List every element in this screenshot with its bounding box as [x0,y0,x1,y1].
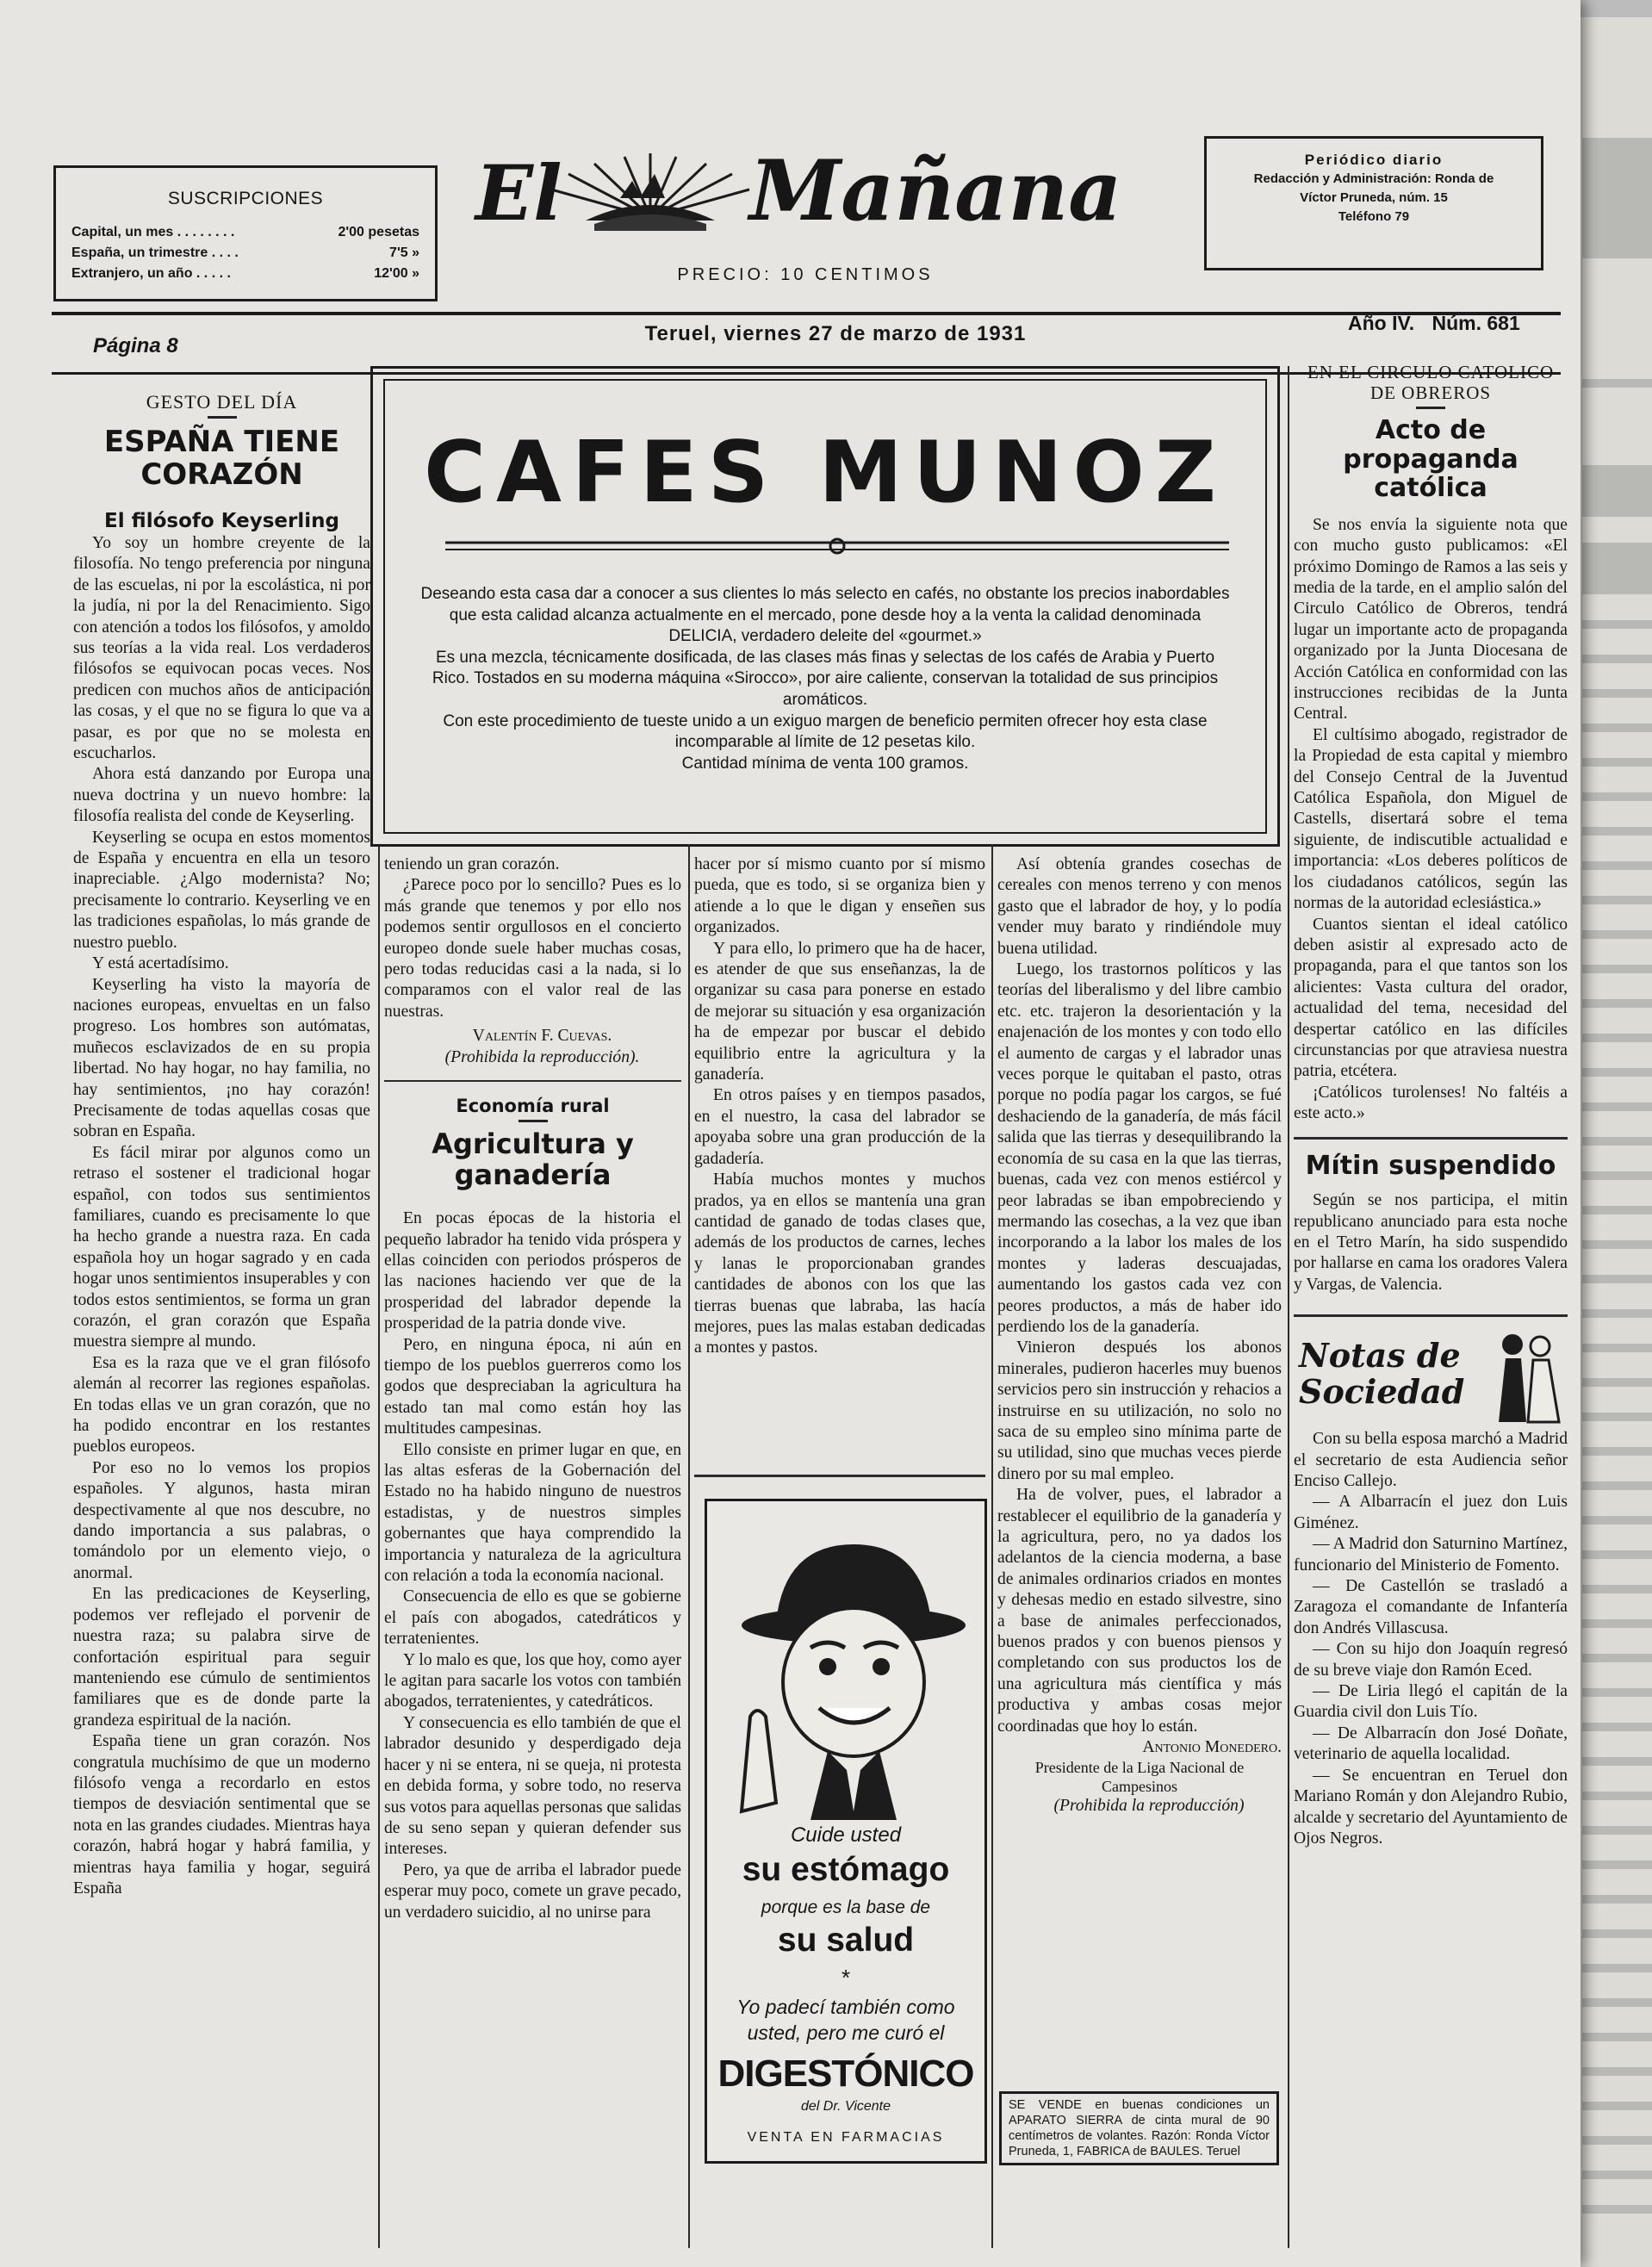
adjacent-page-edge [1574,17,1652,2267]
paragraph: Consecuencia de ello es que se gobierne el país con abogados, catedráticos y terratenientes. [384,1587,681,1649]
paragraph: Con su bella esposa marchó a Madrid el secretario de esta Audiencia señor Enciso Callejo. [1294,1430,1568,1490]
society-section-header [1294,1327,1568,1429]
man-with-hat-illustration-icon [724,1519,966,1820]
paragraph: Cuantos sientan el ideal católico deben asistir al expresado acto de propaganda, para el que tantos son los alicientes: Vasta cultura del orador, actualidad del tema, necesidad del despertar católico en las difíciles circunstancias por que atraviesa nuestra patria, etcétera. [1294,915,1568,1081]
digestonico-ad [705,1499,987,2164]
ad-maker: del Dr. Vicente [800,2099,891,2114]
publication-info-box [1204,136,1543,270]
paragraph: Según se nos participa, el mitin republicano anunciado para esta noche en el Tetro Marín, ha sido suspendido por hallarse en cama los oradores Valera y Vargas, de Valencia. [1294,1191,1568,1294]
subscriptions-title: SUSCRIPCIONES [167,189,324,208]
paragraph: Pero, ya que de arriba el labrador puede esperar muy poco, comete un grave pecado, un verdadero suicidio, al no unirse para [384,1860,681,1922]
subscriptions-box [53,165,438,301]
masthead-manana: Mañana [749,142,1122,239]
couple-illustration-icon [1487,1327,1564,1425]
date-line: Teruel, viernes 27 de marzo de 1931 [644,322,1027,345]
classified-ad: SE VENDE en buenas condiciones un APARATO SIERRA de cinta mural de 90 centímetros de volantes. Razón: Ronda Víctor Pruneda, 1, FABRICA de BAULES. Teruel [999,2091,1279,2165]
ad-line: su salud [777,1922,915,1959]
paragraph: Yo soy un hombre creyente de la filosofía. No tengo preferencia por ninguna de las escuelas, ni por la escolástica, ni por la judía, ni por la del Renacimiento. Sigo con atención a todos los filósofos, y amoldo sus teorías a la vida real. Los verdaderos filósofos se equivocan pocas veces. Nos predicen con muchos años de anticipación las cosas, y el que no se figura lo que va a pasar, es por que no se molesta en escucharlos. [73,533,371,763]
ad-brand: CAFES MUNOZ [424,424,1227,522]
issue-num: Núm. 681 [1432,312,1520,334]
page-number: Página 8 [93,334,178,357]
info-line: Víctor Pruneda, núm. 15 [1300,190,1448,205]
paragraph: Keyserling ha visto la mayoría de naciones europeas, envueltas en un falso progreso. Los hombres son autómatas, muñecos esclavizados de en su propia libertad. No hay hogar, no hay familia, no hay sentimientos, ¡no hay corazón! Precisamente de todas aquellas cosas que sobran en España. [73,975,370,1141]
paragraph: Por eso no lo vemos los propios españoles. Y algunos, hasta miran despectivamente al que nos descubre, no dando importancia a sus palabras, o tomándolo por un elemento viejo, o anormal. [73,1458,370,1582]
divider [208,416,237,419]
ad-line: Yo padecí también como usted, pero me curó el [736,1996,955,2044]
column-3-article [694,854,985,1359]
reproduction-note: (Prohibida la reproducción). [444,1047,640,1066]
paragraph: Esa es la raza que ve el gran filósofo alemán al recorrer las regiones españolas. En todas ellas ve un gran corazón, que no ha podido encontrar en los restantes pueblos europeos. [73,1353,370,1456]
column-rule [378,844,380,2248]
subscription-price: 2'00 pesetas [338,225,419,239]
article-signature: Antonio Monedero. [1142,1738,1282,1757]
subscription-price: 7'5 » [389,245,419,260]
paragraph: teniendo un gran corazón. [384,855,560,873]
paragraph: Había muchos montes y muchos prados, ya en ellos se mantenía una gran cantidad de ganado de todas clases que, además de los productos de carnes, leches y lanas le proporcionaban grandes cantidades de abonos con los que las tierras buenas que labraba, las hacía mejores, pues las malas estaban dedicadas a montes y pastos. [694,1171,985,1357]
paragraph: Así obtenía grandes cosechas de cereales con menos terreno y con menos gasto que el labrador de hoy, y lo podía vender muy barato y rindiéndole muy buena utilidad. [997,855,1282,958]
section-rule [384,1080,681,1082]
paragraph: ¡Católicos turolenses! No faltéis a este acto.» [1294,1083,1568,1123]
paragraph: Luego, los trastornos políticos y las teorías del liberalismo y del libre cambio etc. etc. trajeron la desorientación y la enajenación de los montes y con todo ello el aumento de cargas y el labrador unas veces porque le quitaban el pasto, otras porque no podía pagar los cargos, se fué deshaciendo de la ganadería, de más fácil salida que las tierras y desequilibrando la economía de su casa en la que las tierras, buenas, cada vez con menos estiércol y peor labradas se iban empobreciendo y mermando las cosechas, a la vez que iban incorporando a la labor los males de los montes y laderas descuajadas, aumentando los gastos cada vez con peores productos, a más de haber ido perdiendo los de la ganadería. [997,960,1282,1336]
section-rule [1294,1137,1568,1140]
article-kicker: EN EL CIRCULO CATOLICO DE OBREROS [1307,362,1555,403]
paragraph: Se nos envía la siguiente nota que con mucho gusto publicamos: «El próximo Domingo de Ramos a las seis y media de la tarde, en el amplio salón del Circulo Católico de Obreros, tendrá lugar un importante acto de propaganda organizado por la Junta Diocesana de Acción Católica en conformidad con las instrucciones recibidas de la Junta Central. [1294,515,1568,724]
subscription-label: Extranjero, un año . . . . . [71,266,231,281]
column-rule [688,844,690,2248]
column-1-article [73,392,370,1899]
ad-paragraph: Deseando esta casa dar a conocer a sus clientes lo más selecto en cafés, no obstante los precios inabordables que esta calidad alcanza actualmente en el mercado, pone desde hoy a la venta la calidad denominada DELICIA, verdadero deleite del «gourmet.» [420,585,1230,646]
paragraph: España tiene un gran corazón. Nos congratula muchísimo de que un moderno filósofo venga a recordarlo en estos tiempos de desviación sentimental que se nota en las grandes ciudades. Mientras haya corazón, habrá hogar y habrá familia, y mientras haya familia y hogar, seguirá España [73,1732,370,1897]
ad-inner-frame [383,379,1267,834]
subscription-label: España, un trimestre . . . . [71,245,239,260]
reproduction-note: (Prohibida la reproducción) [1053,1797,1245,1816]
paragraph: — Se encuentran en Teruel don Mariano Román y don Alejandro Rubio, alcalde y secretario del Ayuntamiento de Ojos Negros. [1294,1766,1568,1848]
paragraph: ¿Parece poco por lo sencillo? Pues es lo más grande que tenemos y por ello nos podemos sentir orgullosos en el concierto europeo donde suele haber muchas cosas, pero todas reducidas casi a la nada, si lo comparamos con el valor real de las nuestras. [384,876,681,1021]
column-4-article [997,854,1282,1817]
ad-footer: VENTA EN FARMACIAS [747,2130,945,2145]
ad-star: * [841,1965,851,1991]
paragraph: Ha de volver, pues, el labrador a restablecer el equilibrio de la ganadería y la agricultura, pero, no ya dados los adelantos de la ciencia moderna, a base de animales ordinarios criados en montes y dehesas medio en estado silvestre, sino a base de animales perfeccionados, buenos prados y con buenos piensos y completando con sus productos los de una agricultura más científica y más productiva y ambas cosas mejor coordinadas que hoy lo están. [997,1486,1282,1736]
ornament-rule-icon [445,534,1229,560]
issue-year: Año IV. [1348,312,1415,334]
paragraph: Y para ello, lo primero que ha de hacer, es atender de que sus enseñanzas, la de organizar su casa para ponerse en estado de mejorar su situación y esa organización ha de empezar por buscar el debido equilibrio entre la agricultura y la ganadería. [694,939,985,1084]
column-5-articles [1294,362,1568,1849]
header-rule [52,312,1561,315]
column-2-article [384,854,681,1923]
article-kicker: GESTO DEL DÍA [146,391,298,413]
paragraph: Y consecuencia es ello también de que el labrador desunido y desperdigado deja hacer y ni se entera, ni se queja, ni protesta en debida forma, y sobre todo, no reserva sus votos para aquellas personas que salidas de su seno sepan y quieran defender sus intereses. [384,1713,681,1859]
paragraph: Ello consiste en primer lugar en que, en las altas esferas de la Gobernación del Estado no ha habido ninguno de nuestros estadistas, y de nuestros simples gobernantes que haya comprendido la importancia y naturaleza de la agricultura con relación a toda la economía nacional. [384,1440,681,1586]
article-headline: Mítin suspendido [1305,1150,1556,1181]
article-subhead: El filósofo Keyserling [104,509,339,532]
subscription-price: 12'00 » [374,266,419,281]
paragraph: Ahora está danzando por Europa una nueva doctrina y un nuevo hombre: la filosofía realista del conde de Keyserling. [73,765,370,826]
cafes-munoz-ad [370,366,1280,847]
paragraph: Y lo malo es que, los que hoy, como ayer le agitan para sacarle los votos con también abogados, terratenientes, y catedráticos. [384,1650,681,1711]
ad-body [419,584,1231,774]
article-signature: Valentín F. Cuevas. [472,1027,612,1046]
paragraph: — De Castellón se trasladó a Zaragoza el comandante de Infantería don Andrés Villascusa. [1294,1577,1568,1637]
ad-line: Cuide usted [790,1823,902,1847]
paragraph: — A Madrid don Saturnino Martínez, funcionario del Ministerio de Fomento. [1294,1535,1568,1574]
paragraph: En pocas épocas de la historia el pequeño labrador ha tenido vida próspera y ellas coinciden con periodos prósperos de las naciones haciendo ver que de la prosperidad del labrador depende la prosperidad de la patria donde vive. [384,1209,681,1333]
paragraph: — De Albarracín don José Doñate, veterinario de aquella localidad. [1294,1724,1568,1764]
paragraph: En las predicaciones de Keyserling, podemos ver reflejado el porvenir de nuestra raza; su palabra sirve de confortación espiritual para seguir manteniendo ese cúmulo de sentimientos familiares que es de donde parte la grandeza espiritual de la nación. [73,1585,370,1730]
ad-line: su estómago [742,1851,950,1888]
info-line: Teléfono 79 [1338,209,1410,224]
masthead-el: El [475,148,562,238]
article-headline: Agricultura y ganadería [432,1127,634,1192]
price-line: PRECIO: 10 CENTIMOS [677,265,934,284]
section-rule [1294,1314,1568,1317]
ad-paragraph: Es una mezcla, técnicamente dosificada, de las clases más finas y selectas de los cafés de Arabia y Puerto Rico. Tostados en su moderna máquina «Sirocco», por aire caliente, conservan la totalidad de sus principios aromáticos. [432,648,1219,709]
ad-paragraph: Cantidad mínima de venta 100 gramos. [681,754,969,773]
paragraph: — A Albarracín el juez don Luis Giménez. [1294,1493,1568,1532]
subscription-label: Capital, un mes . . . . . . . . [71,225,235,239]
paragraph: Pero, en ninguna época, ni aún en tiempo de los pueblos guerreros como los godos que despreciaban la agricultura ha estado tan mal como están hoy las multitudes campesinas. [384,1335,681,1438]
masthead [465,138,1146,293]
ad-brand: DIGESTÓNICO [717,2053,974,2095]
paragraph: Es fácil mirar por algunos como un retraso el sostener el tradicional hogar español, con todos sus sentimientos familiares, cuando es precisamente lo que ha hecho grande a nuestra raza. En cada española hoy un hogar sagrado y en cada hogar unos sentimientos insuperables y con todos estos sentimientos, se forma un gran corazón, el gran corazón que España muestra siempre al mundo. [73,1143,370,1351]
ad-line: porque es la base de [761,1897,931,1917]
paragraph: El cultísimo abogado, registrador de la Propiedad de esta capital y miembro del Consejo Central de la Juventud Católica Española, don Miguel de Castells, disertará sobre el tema siguiente, de indiscutible actualidad e importancia: «Los deberes políticos de los ciudadanos católicos, según las normas de la autoridad eclesiástica.» [1294,725,1568,913]
paragraph: hacer por sí mismo cuanto por sí mismo pueda, que es todo, si se organiza bien y atiende a lo que le digan y enseñen sus organizados. [694,855,985,937]
section-kicker: Economía rural [456,1096,610,1117]
article-headline: ESPAÑA TIENE CORAZÓN [103,425,340,493]
paragraph: — Con su hijo don Joaquín regresó de su breve viaje don Ramón Eced. [1294,1640,1568,1680]
paragraph: Y está acertadísimo. [92,954,229,973]
paragraph: Vinieron después los abonos minerales, pudieron hacerles muy buenos servicios pero sin instrucción y rehacios a instruirse en su utilización, no solo no saca de su empleo sino mínima parte de su utilidad, sino que muchas veces pierde dinero por su mal empleo. [997,1338,1282,1483]
info-title: Periódico diario [1304,152,1444,168]
divider [519,1120,548,1122]
column-rule [991,844,993,2248]
section-title: Notas de Sociedad [1299,1336,1465,1412]
article-headline: Acto de propaganda católica [1343,415,1518,504]
paragraph: — De Liria llegó el capitán de la Guardia civil don Luis Tío. [1294,1682,1568,1722]
column-rule [1288,366,1289,2248]
section-rule [694,1475,985,1477]
divider [1416,407,1445,409]
issue-number [1348,312,1520,335]
signature-title: Presidente de la Liga Nacional de Campesinos [1034,1759,1245,1796]
paragraph: En otros países y en tiempos pasados, en el nuestro, la casa del labrador se apoyaba sobre una gran producción de la gadadería. [694,1086,985,1168]
paragraph: Keyserling se ocupa en estos momentos de España y encuentra en ella un tesoro inapreciable. ¿Algo modernista? No; precisamente lo contrario. Keyserling ve en las tradiciones españolas, lo más grande de nuestro pueblo. [73,828,370,952]
info-line: Redacción y Administración: Ronda de [1253,171,1494,186]
ad-paragraph: Con este procedimiento de tueste unido a un exiguo margen de beneficio permiten ofrecer hoy esta clase incomparable al límite de 12 pesetas kilo. [443,711,1208,752]
